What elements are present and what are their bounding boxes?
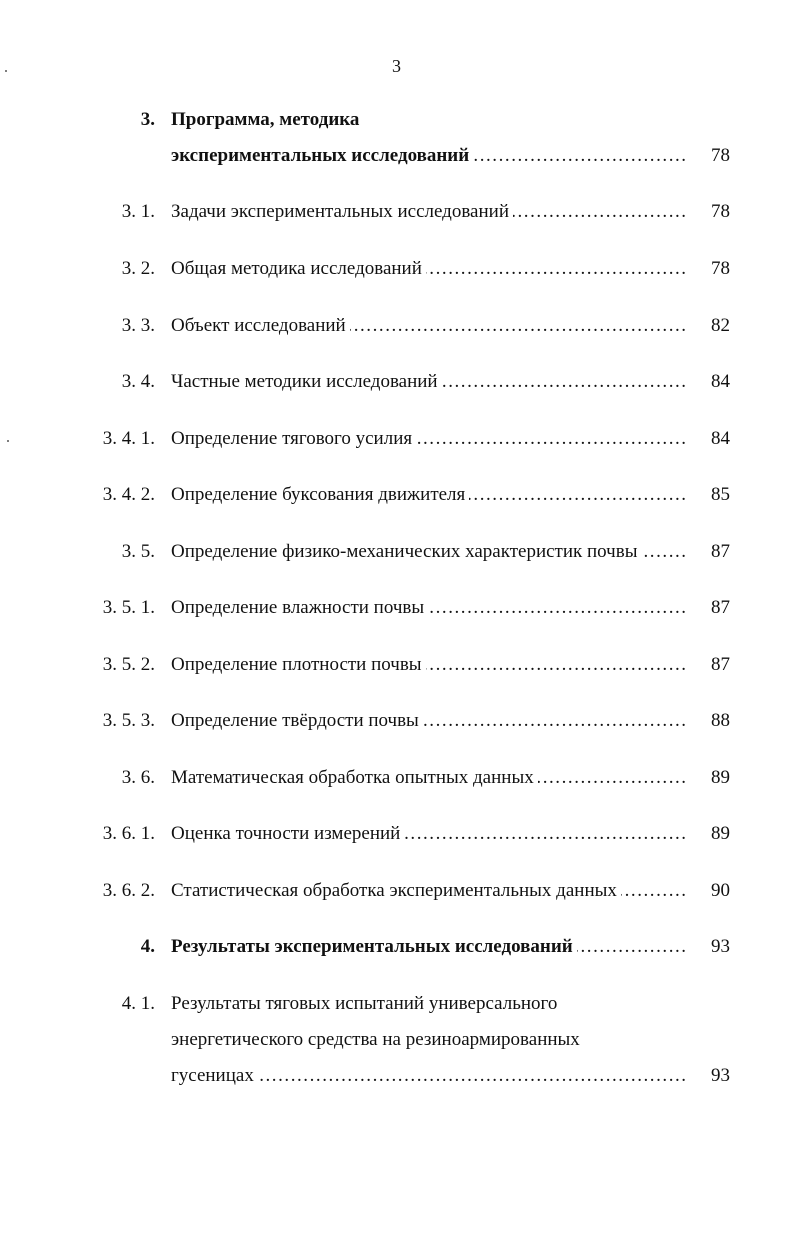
toc-entry-page: 93 (711, 936, 730, 957)
toc-entry-3-6-1[interactable] (0, 819, 793, 849)
toc-entry-3-6-2[interactable] (0, 876, 793, 906)
page-number: 3 (392, 56, 401, 76)
toc-entry-title: Статистическая обработка экспериментальных данных . . . (171, 876, 685, 906)
toc-entry-page: 87 (711, 597, 730, 618)
toc-entry-3-4[interactable] (0, 367, 793, 397)
toc-entry-title: Определение тягового усилия . . . (171, 424, 685, 454)
toc-entry-title: Определение физико-механических характеристик почвы . . . (171, 537, 685, 567)
toc-entry-page: 84 (711, 371, 730, 392)
toc-entry-number: 3. 4. 1. (102, 428, 155, 449)
toc-entry-title: Программа, методика (171, 105, 685, 135)
toc-entry-3-5[interactable] (0, 537, 793, 567)
toc-entry-title: Частные методики исследований . . . (171, 367, 685, 397)
toc-entry-3-6[interactable] (0, 763, 793, 793)
toc-entry-page: 78 (711, 258, 730, 279)
toc-entry-title: экспериментальных исследований . . . (171, 141, 685, 171)
toc-entry-3-4-2[interactable] (0, 480, 793, 510)
toc-entry-title: Определение влажности почвы . . . (171, 593, 685, 623)
toc-entry-title: Общая методика исследований . . . (171, 254, 685, 284)
toc-entry-page: 93 (711, 1065, 730, 1086)
toc-entry-page: 78 (711, 201, 730, 222)
toc-entry-4-1-cont2[interactable] (0, 1061, 793, 1091)
toc-entry-number: 3. 4. 2. (102, 484, 155, 505)
toc-entry-4-1[interactable] (0, 989, 793, 1019)
toc-entry-title: Математическая обработка опытных данных . . . (171, 763, 685, 793)
toc-entry-number: 3. 6. 2. (102, 880, 155, 901)
toc-entry-number: 3. 6. (121, 767, 155, 788)
toc-entry-title: Результаты экспериментальных исследований . . . (171, 932, 685, 962)
toc-entry-page: 87 (711, 541, 730, 562)
toc-entry-3-5-1[interactable] (0, 593, 793, 623)
toc-entry-number: 3. 5. 3. (102, 710, 155, 731)
toc-entry-3-1[interactable] (0, 197, 793, 227)
toc-entry-page: 87 (711, 654, 730, 675)
toc-entry-number: 3. 4. (121, 371, 155, 392)
toc-entry-number: 3. 5. 2. (102, 654, 155, 675)
toc-entry-page: 84 (711, 428, 730, 449)
toc-entry-page: 88 (711, 710, 730, 731)
toc-entry-title: гусеницах . . . (171, 1061, 685, 1091)
toc-entry-page: 89 (711, 767, 730, 788)
toc-entry-4-1-cont1[interactable] (0, 1025, 793, 1055)
toc-entry-number: 3. 2. (121, 258, 155, 279)
toc-entry-title: Определение твёрдости почвы . . . (171, 706, 685, 736)
toc-entry-number: 4. (140, 936, 155, 957)
toc-entry-3-4-1[interactable] (0, 424, 793, 454)
toc-entry-3-2[interactable] (0, 254, 793, 284)
toc-entry-number: 3. 5. 1. (102, 597, 155, 618)
toc-entry-3-3[interactable] (0, 311, 793, 341)
toc-entry-number: 3. 3. (121, 315, 155, 336)
toc-entry-3[interactable] (0, 105, 793, 135)
toc-entry-title: Определение плотности почвы . . . (171, 650, 685, 680)
toc-entry-title: энергетического средства на резиноармированных (171, 1025, 685, 1055)
toc-entry-title: Результаты тяговых испытаний универсального (171, 989, 685, 1019)
toc-entry-3-5-3[interactable] (0, 706, 793, 736)
toc-entry-number: 3. 6. 1. (102, 823, 155, 844)
toc-entry-title: Задачи экспериментальных исследований . . . (171, 197, 685, 227)
toc-entry-page: 78 (711, 145, 730, 166)
toc-entry-number: 3. 5. (121, 541, 155, 562)
toc-entry-number: 4. 1. (121, 993, 155, 1014)
toc-entry-4[interactable] (0, 932, 793, 962)
toc-entry-page: 85 (711, 484, 730, 505)
scan-speck (5, 70, 7, 72)
toc-entry-page: 82 (711, 315, 730, 336)
toc-entry-title: Оценка точности измерений . . . (171, 819, 685, 849)
toc-entry-title: Определение буксования движителя . . . (171, 480, 685, 510)
toc-entry-3-5-2[interactable] (0, 650, 793, 680)
toc-entry-page: 89 (711, 823, 730, 844)
toc-entry-title: Объект исследований . . . (171, 311, 685, 341)
toc-entry-page: 90 (711, 880, 730, 901)
toc-entry-number: 3. (140, 109, 155, 130)
toc-entry-3-cont[interactable] (0, 141, 793, 171)
toc-entry-number: 3. 1. (121, 201, 155, 222)
